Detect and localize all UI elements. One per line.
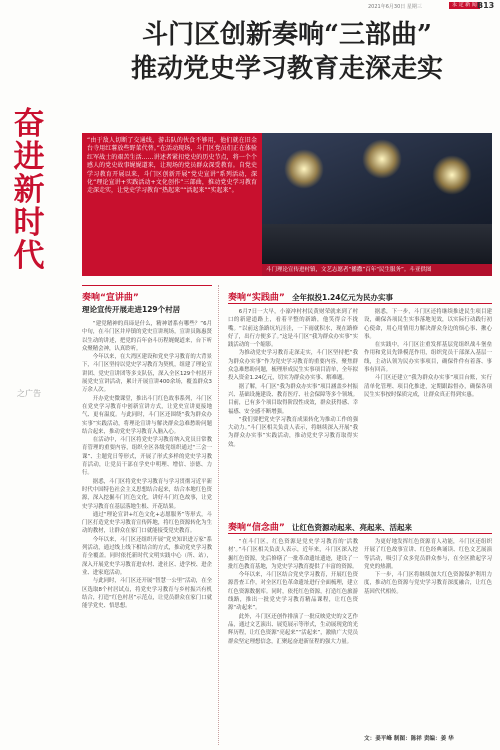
audience-silhouette (262, 224, 492, 264)
section-1-title (82, 290, 139, 303)
paragraph: 据悉，斗门区将党史学习教育与学习贯彻习近平新时代中国特色社会主义思想结合起来，结合本地红色资源，深入挖掘斗门红色文化，讲好斗门红色故事，让党史学习教育在基层落地生根、开花结果。 (82, 478, 212, 510)
paragraph: 与此同时，斗门区还开展“智慧一公里”活动，在全区选取8个村居试点，将党史学习教育与乡村振兴有机结合，打造“红色村居”示范点，让党员群众在家门口就能学党史、悟思想。 (82, 578, 212, 610)
issue-date: 2021年6月30日 星期三 (368, 4, 422, 10)
headline-line-2: 推动党史学习教育走深走实 (130, 54, 443, 84)
headline-line-1: 斗门区创新奏响“三部曲” (142, 20, 432, 50)
paragraph: “建党精神的真谛是什么，精神谱系有哪些？”6月中旬，在斗门区井岸镇的党史宣讲现场，宣讲员陈惠贤以生动的讲述，把党的百年奋斗历程娓娓道来，台下听众聚精会神，认真聆听。 (82, 321, 212, 352)
section-3-body-left (228, 538, 358, 746)
author-credit: 文：姜平峰 制图：陈祥 责编：姜 华 (364, 736, 454, 742)
section-1-rule (82, 285, 212, 286)
section-2-rule (228, 303, 492, 304)
section-3-title (228, 520, 412, 533)
paragraph: 通过“理论宣讲+红色文化+志愿服务”等形式，斗门区打造党史学习教育宣传阵地，将红色资源转化为生动的教材，让群众在家门口就能接受党史教育。 (82, 511, 212, 535)
paragraph: 下一步，斗门区将继续加大红色资源保护利用力度，推动红色资源与党史学习教育深度融合，让红色基因代代相传。 (364, 572, 492, 595)
column-divider (218, 285, 219, 745)
page-number: B13 (477, 1, 495, 10)
section-tag: 永 定 新 闻 (449, 2, 480, 9)
lead-summary: “由于敌人切断了交通线，游击队的伙食不够用，他们就在旧金台寺用红薯放些野菜代替。”在活动现场，斗门区党员们正在体验红军战士的艰苦生活……讲述者紧扣党史的历史节点，将一个个感人的党史故事娓娓道来，让现场的党员群众深受教育。自党史学习教育开展以来，斗门区创新开展“党史宣讲”系列活动，深化“理论宣讲+实践活动+文化创作”三部曲，推动党史学习教育走深走实，让党史学习教育“热起来”“活起来”“实起来”。 (82, 133, 262, 276)
paragraph: “在斗门区，红色资源是党史学习教育的‘活教材’。”斗门区相关负责人表示，近年来，斗门区深入挖掘红色资源，先后修缮了一批革命遗址遗迹，建设了一批红色教育基地，为党史学习教育提供了丰富的资源。 (228, 539, 358, 570)
paragraph: 据了解，斗门区“我为群众办实事”项目涵盖乡村振兴、基础设施建设、教育医疗、社会保障等多个领域。目前，已有多个项目取得阶段性成效，群众获得感、幸福感、安全感不断增强。 (228, 383, 358, 415)
paragraph: 为推动党史学习教育走深走实，斗门区坚持把“我为群众办实事”作为党史学习教育的重要内容，聚焦群众急难愁盼问题，梳理形成民生实事项目清单，全年拟投入资金1.24亿元，切实为群众办实事、解难题。 (228, 350, 358, 382)
headline (82, 18, 492, 86)
news-photo (262, 133, 492, 276)
section-2-body-right (364, 308, 492, 510)
paragraph: 在活动中，斗门区将党史学习教育纳入党员日常教育管理的重要内容，组织全区各级党组织通过“三会一课”、主题党日等形式，开展了形式多样的党史学习教育活动，让党员干部在学史中明理、增信、崇德、力行。 (82, 437, 212, 477)
paragraph: 今年以来，斗门区结合党史学习教育，开展红色资源普查工作，对全区红色革命遗址进行全面梳理，建立红色资源数据库。同时，依托红色资源，打造红色旅游线路，推出一批党史学习教育精品课程，让红色资源“动起来”。 (228, 572, 358, 612)
section-3-prefix: 奏响“信念曲” (228, 523, 285, 533)
paragraph: 此外，斗门区还创作排演了一批反映党史的文艺作品，通过文艺演出、展览展示等形式，生动展现党的光辉历程，让红色资源“亮起来”“活起来”，激励广大党员群众坚定理想信念，汇聚起奋进新征程的强大力量。 (228, 613, 358, 645)
section-2-title (228, 290, 393, 303)
paragraph: 在实践中，斗门区注重发挥基层党组织战斗堡垒作用和党员先锋模范作用，组织党员干部深入基层一线，主动认领为民办实事项目，确保件件有着落、事事有回音。 (364, 342, 492, 374)
section-1-subtitle: 理论宣传开展走进129个村居 (82, 305, 181, 314)
paragraph: 据悉，下一步，斗门区还将继续推进民生项目建设，确保各项民生实事落地见效，以实际行动践行初心使命，用心用情用力解决群众身边的烦心事、揪心事。 (364, 309, 492, 340)
section-2-subtitle: 全年拟投1.24亿元为民办实事 (291, 293, 393, 302)
section-3-subtitle: 让红色资源动起来、亮起来、活起来 (291, 523, 412, 532)
paragraph: 6月7日一大早，小濠冲村村民黄财荣就来到了村口的新建道路上，看着平整的新路，他笑得合不拢嘴。“以前这条路坑坑洼洼，一下雨就积水，现在路修好了，出行方便多了。”这是斗门区“我为群众办实事”实践活动的一个缩影。 (228, 309, 358, 349)
section-1-body (82, 320, 212, 748)
sidebar-column (0, 108, 58, 750)
paragraph: “我们要把党史学习教育成果转化为推动工作的强大动力。”斗门区相关负责人表示，将继续深入开展“我为群众办实事”实践活动，推动党史学习教育取得实效。 (228, 416, 358, 448)
stage-light-icon (362, 139, 402, 179)
section-2-prefix: 奏响“实践曲” (228, 293, 285, 303)
section-1-prefix: 奏响“宣讲曲” (82, 293, 139, 303)
sidebar-ad-label: 之广告 (17, 389, 41, 398)
photo-caption: 斗门理论宣传进村镇，文艺志愿者“播撒”百年“民生服务”。斗亚供图 (262, 264, 492, 276)
section-2-body-left (228, 308, 358, 510)
masthead (0, 0, 500, 12)
section-3-body-right (364, 538, 492, 716)
stage-light-icon (284, 149, 324, 189)
section-3-rule (228, 533, 492, 534)
paragraph: 斗门区还建立“我为群众办实事”项目台账，实行清单化管理、项目化推进，定期跟踪督办，确保各项民生实事按时保质完成，让群众真正得到实惠。 (364, 375, 492, 398)
paragraph: 开办党史微课堂，推出斗门红色故事系列，斗门区在党史学习教育中创新宣讲方式，让党史宣讲更接地气、更有温度。与此同时，斗门区还围绕“我为群众办实事”实践活动，将理论宣讲与解决群众急难愁盼问题结合起来，推动党史学习教育入脑入心。 (82, 395, 212, 435)
stage-light-icon (432, 155, 472, 195)
paragraph: 今年以来，在大湾区建设和党史学习教育的大背景下，斗门区坚持以党史学习教育为契机，组建了理论宣讲团、党史宣讲团等多支队伍，深入全区129个村居开展党史宣讲活动，累计开展宣讲400余场，覆盖群众3万余人次。 (82, 354, 212, 394)
paragraph: 今年以来，斗门区还组织开展“党史知识进万家”系列活动，通过线上线下相结合的方式，推动党史学习教育全覆盖。同时依托新时代文明实践中心（所、站），深入开展党史学习教育进农村、进社区、进学校、进企业、进家庭活动。 (82, 536, 212, 576)
paragraph: 为更好地发挥红色资源育人功能，斗门区还组织开展了红色故事宣讲、红色经典诵读、红色文艺展演等活动，吸引了众多党员群众参与，在全区掀起学习党史的热潮。 (364, 539, 492, 570)
sidebar-title: 奋进新时代 (13, 106, 45, 274)
